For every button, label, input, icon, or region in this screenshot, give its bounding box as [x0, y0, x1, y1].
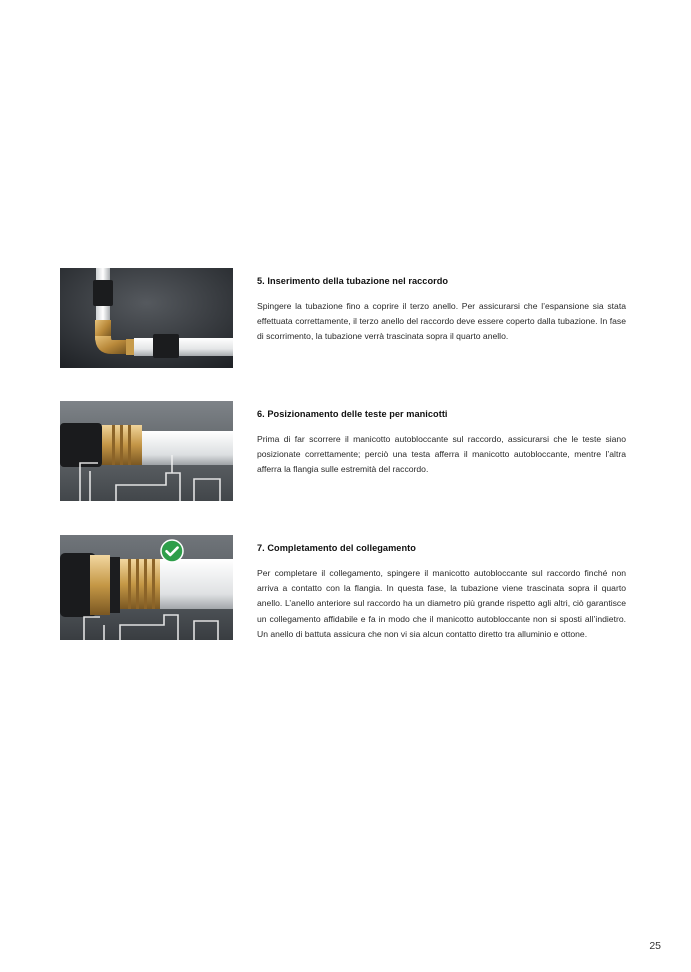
- step-title: 7. Completamento del collegamento: [257, 543, 416, 553]
- step-description: Per completare il collegamento, spingere il manicotto autobloccante sul raccordo finché non arriva a contatto con la flangia. In questa fase, la tubazione viene trascinata sopra il quarto anello. L’anello anteriore sul raccordo ha un diametro più grande rispetto agli altri, ciò garantisce un collegamento affidabile e fa in modo che il manicotto autobloccante non si sposti all’indietro. Un anello di battuta assicura che non vi sia alcun contatto diretto tra alluminio e ottone.: [257, 568, 626, 639]
- step-description: Prima di far scorrere il manicotto autobloccante sul raccordo, assicurarsi che le teste siano posizionate correttamente; perciò una testa afferra il manicotto autobloccante, mentre l’altra afferra la flangia sulle estremità del raccordo.: [257, 434, 626, 475]
- step-6-text: [257, 409, 626, 478]
- completed-joint-photo: [60, 535, 233, 640]
- step-title: 5. Inserimento della tubazione nel raccordo: [257, 276, 449, 286]
- press-tool-heads-photo: [60, 401, 233, 501]
- step-7-text: [257, 543, 626, 642]
- page-number: 25: [649, 940, 661, 952]
- check-circle-icon: [160, 539, 184, 563]
- elbow-fitting-photo: [60, 268, 233, 368]
- step-5-text: [257, 276, 626, 345]
- step-description: Spingere la tubazione fino a coprire il terzo anello. Per assicurarsi che l’espansione sia stata effettuata correttamente, il terzo anello del raccordo deve essere coperto dalla tubazione. In fase di scorrimento, la tubazione verrà trascinata sopra il quarto anello.: [257, 301, 626, 342]
- step-title: 6. Posizionamento delle teste per manicotti: [257, 409, 448, 419]
